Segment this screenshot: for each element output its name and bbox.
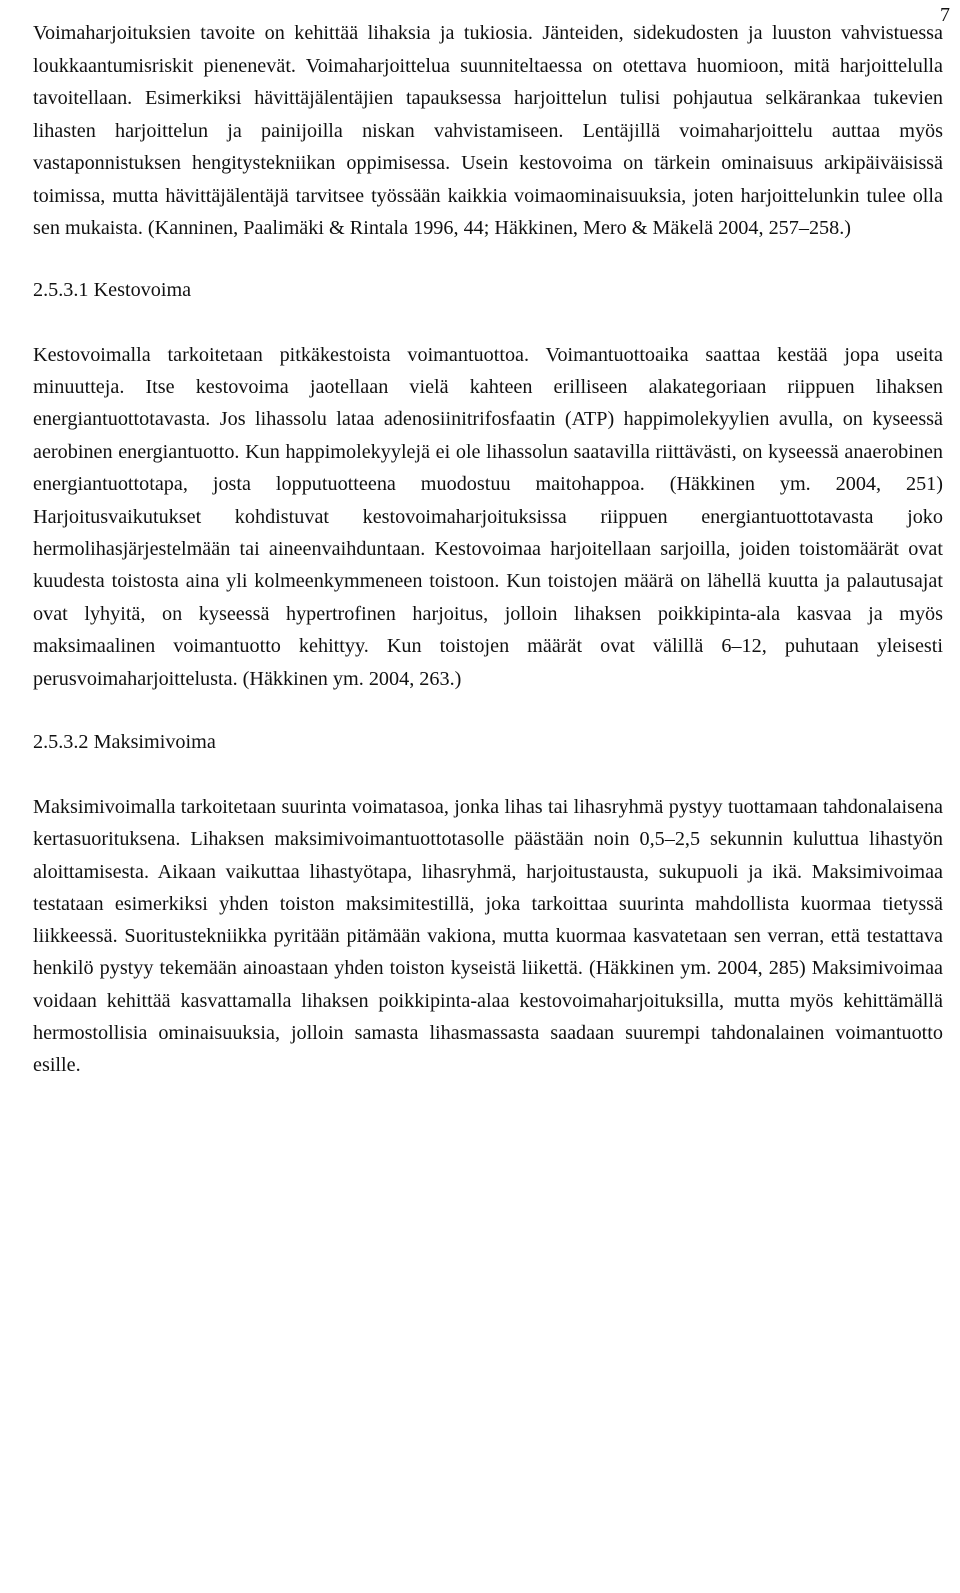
intro-paragraph: Voimaharjoituksien tavoite on kehittää lihaksia ja tukiosia. Jänteiden, sidekudosten ja luuston vahvistuessa loukkaantumisriskit pienenevät. Voimaharjoittelua suunniteltaessa on otettava huomioon, mitä harjoittelulla tavoitellaan. Esimerkiksi hävittäjälentäjien tapauksessa harjoittelun tulisi pohjautua selkärankaa tukevien lihasten harjoittelun ja painijoilla niskan vahvistamiseen. Lentäjillä voimaharjoittelu auttaa myös vastaponnistuksen hengitystekniikan oppimisessa. Usein kestovoima on tärkein ominaisuus arkipäiväisissä toimissa, mutta hävittäjälentäjä tarvitsee työssään kaikkia voimaominaisuuksia, joten harjoittelunkin tulee olla sen mukaista. (Kanninen, Paalimäki & Rintala 1996, 44; Häkkinen, Mero & Mäkelä 2004, 257–258.) (33, 22, 943, 239)
page-number: 7 (940, 4, 950, 26)
kestovoima-paragraph: Kestovoimalla tarkoitetaan pitkäkestoista voimantuottoa. Voimantuottoaika saattaa kestää jopa useita minuutteja. Itse kestovoima jaotellaan vielä kahteen erilliseen alakategoriaan riippuen lihaksen energiantuottotavasta. Jos lihassolu lataa adenosiinitrifosfaatin (ATP) happimolekyylien avulla, on kyseessä aerobinen energiantuotto. Kun happimolekyylejä ei ole lihassolun saatavilla riittävästi, on kyseessä anaerobinen energiantuottotapa, josta lopputuotteena muodostuu maitohappoa. (Häkkinen ym. 2004, 251) Harjoitusvaikutukset kohdistuvat kestovoimaharjoituksissa riippuen energiantuottotavasta joko hermolihasjärjestelmään tai aineenvaihduntaan. Kestovoimaa harjoitellaan sarjoilla, joiden toistomäärät ovat kuudesta toistosta aina yli kolmeenkymmeneen toistoon. Kun toistojen määrä on lähellä kuutta ja palautusajat ovat lyhyitä, on kyseessä hypertrofinen harjoitus, jolloin lihaksen poikkipinta-ala kasvaa ja myös maksimaalinen voimantuotto kehittyy. Kun toistojen määrät ovat välillä 6–12, puhutaan yleisesti perusvoimaharjoittelusta. (Häkkinen ym. 2004, 263.) (33, 343, 943, 690)
maksimivoima-paragraph: Maksimivoimalla tarkoitetaan suurinta voimatasoa, jonka lihas tai lihasryhmä pystyy tuottamaan tahdonalaisena kertasuorituksena. Lihaksen maksimivoimantuottotasolle päästään noin 0,5–2,5 sekunnin kuluttua lihastyön aloittamisesta. Aikaan vaikuttaa lihastyötapa, lihasryhmä, harjoitustausta, sukupuoli ja ikä. Maksimivoimaa testataan esimerkiksi yhden toiston maksimitestillä, joka tarkoittaa suurinta mahdollista kuormaa tietyssä liikkeessä. Suoritustekniikka pyritään pitämään vakiona, mutta kuormaa kasvatetaan sen verran, että testattava henkilö pystyy tekemään ainoastaan yhden toiston kyseistä liikettä. (Häkkinen ym. 2004, 285) Maksimivoimaa voidaan kehittää kasvattamalla lihaksen poikkipinta-alaa kestovoimaharjoituksilla, mutta myös kehittämällä hermostollisia ominaisuuksia, jolloin samasta lihasmassasta saadaan suurempi tahdonalainen voimantuotto esille. (33, 795, 943, 1077)
section-heading-maksimivoima: 2.5.3.2 Maksimivoima (33, 730, 216, 753)
page-body (33, 17, 943, 1082)
section-heading-kestovoima: 2.5.3.1 Kestovoima (33, 278, 192, 301)
